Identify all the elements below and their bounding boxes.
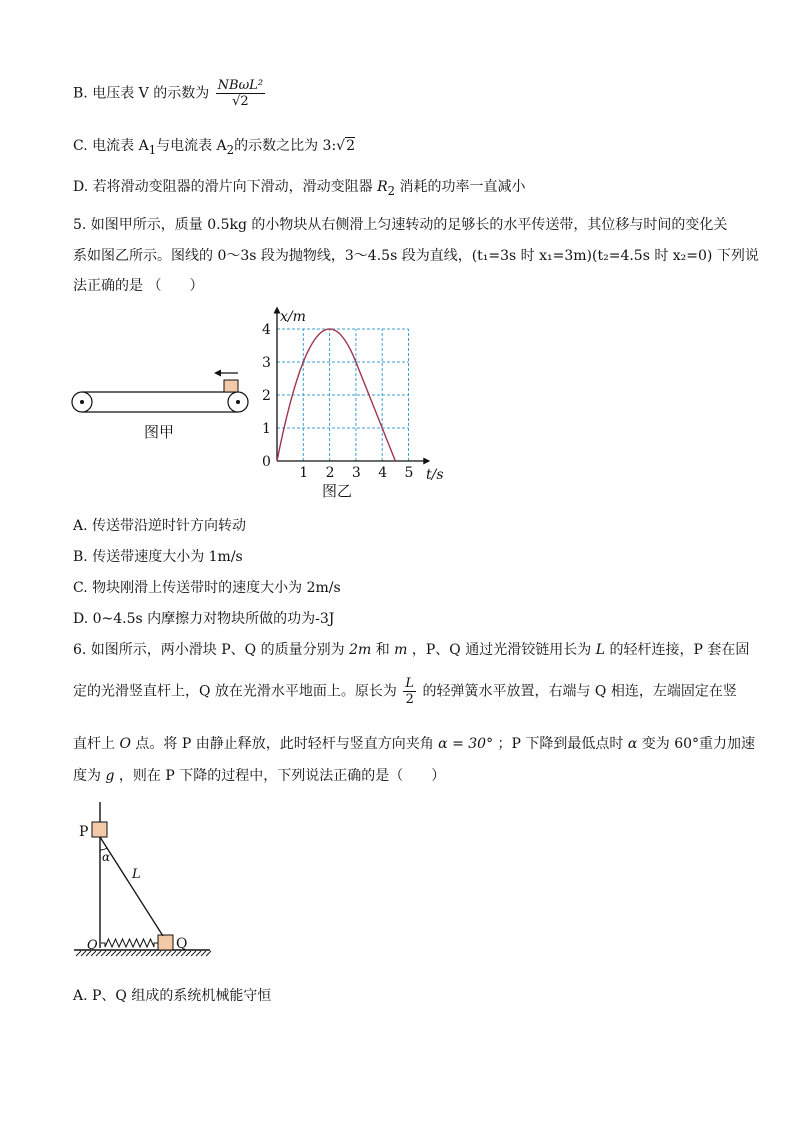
q4-option-c-mid: 与电流表 A [156,138,227,154]
fig-b-label: 图乙 [322,482,353,500]
hatch-line [116,951,121,956]
hatch-line [201,951,206,956]
x-tick-label: 4 [378,465,388,481]
figure-xt-chart [250,305,455,505]
q4-option-b-text: B. 电压表 V 的示数为 [73,85,210,102]
block [224,380,238,392]
hatch-line [101,951,106,956]
hatch-line [161,951,166,956]
q4-option-b-denominator: √2 [232,94,249,109]
hatch-line [146,951,151,956]
q4-option-c-sub1: 1 [148,142,157,157]
q6-alpha: α [627,736,638,752]
block-p [92,822,107,837]
x-tick-label: 0 [262,454,271,470]
q6-text-1: 6. 如图所示，两小滑块 P、Q 的质量分别为 [73,642,345,658]
hatch-line [111,951,116,956]
q6-frac-num: L [405,676,415,691]
hatch-line [126,951,131,956]
y-axis-label: x/m [280,309,306,325]
q5-stem-line2: 系如图乙所示。图线的 0～3s 段为抛物线，3～4.5s 段为直线，(t₁=3s 时 x₁=3m)(t₂=4.5s 时 x₂=0) 下列说 [73,248,759,264]
y-tick-label: 3 [262,355,271,371]
q6-gravity: g [105,768,115,784]
hatch-line [141,951,146,956]
hatch-line [121,951,126,956]
q6-text-4: 定的光滑竖直杆上，Q 放在光滑水平地面上。原长为 [73,683,397,700]
y-tick-label: 4 [262,322,271,338]
q4-option-b [73,78,267,109]
hatch-line [151,951,156,956]
q4-option-b-fraction [216,78,265,109]
q4-option-d-suffix: 消耗的功率一直减小 [399,179,526,195]
q6-option-a: A. P、Q 组成的系统机械能守恒 [73,988,272,1004]
x-axis-label: t/s [426,467,444,483]
y-tick-label: 2 [262,388,271,404]
q4-option-d-text: D. 若将滑动变阻器的滑片向下滑动，滑动变阻器 [73,179,373,195]
q6-mass-p: 2m [349,642,372,658]
figure-conveyor [66,365,256,445]
hatch-line [81,951,86,956]
q4-option-d-var: R [377,179,388,195]
x-axis-arrow-icon [423,458,430,465]
figure-rod-spring [70,800,220,970]
hatch-line [166,951,171,956]
q5-option-a: A. 传送带沿逆时针方向转动 [73,518,247,534]
q6-length: L [595,642,605,658]
q6-fraction [403,676,416,707]
label-o: O [87,938,98,953]
label-l: L [132,867,141,882]
q6-text-2: ，P、Q 通过光滑铰链用长为 [411,642,592,658]
fig-a-label: 图甲 [144,423,175,441]
q6-text-8: ；P 下降到最低点时 [497,736,624,752]
q6-point-o: O [119,736,131,752]
q4-option-d-sub: 2 [387,183,396,198]
q4-option-c: C. 电流表 $A_1$与电流表 $A_2$的示数之比为 3:√2 [73,138,356,157]
q6-text-9: 变为 60°重力加速 [641,736,756,752]
q4-option-c-sub2: 2 [226,142,235,157]
label-q: Q [176,936,188,952]
x-tick-label: 2 [325,465,335,481]
q6-text-3: 的轻杆连接，P 套在固 [609,642,750,658]
q6-mass-q: m [394,642,408,658]
label-p: P [79,824,89,840]
q6-text-11: ，则在 P 下降的过程中，下列说法正确的是（ ） [118,768,446,784]
q6-stem-line2 [73,676,737,707]
q6-stem-line4 [73,765,445,785]
hatch-line [136,951,141,956]
q6-alpha-eq: α = 30° [438,736,494,752]
q5-option-d: D. 0~4.5s 内摩擦力对物块所做的功为-3J [73,611,335,627]
q5-option-c: C. 物块刚滑上传送带时的速度大小为 2m/s [73,580,341,596]
q6-stem-line3 [73,733,755,753]
q5-option-b: B. 传送带速度大小为 1m/s [73,549,243,565]
q4-option-d [73,176,526,198]
x-tick-label: 1 [299,465,309,481]
q4-option-c-text: C. 电流表 A [73,138,149,154]
hatch-line [106,951,111,956]
hatch-line [206,951,211,956]
hatch-line [196,951,201,956]
x-tick-label: 5 [404,465,414,481]
hatch-line [76,951,81,956]
q5-stem-line3: 法正确的是 （ ） [73,278,204,294]
q6-text-10: 度为 [73,768,101,784]
q6-text-7: 点。将 P 由静止释放，此时轻杆与竖直方向夹角 [135,736,434,752]
hatch-line [131,951,136,956]
q6-text-6: 直杆上 [73,736,115,752]
hatch-line [191,951,196,956]
q4-option-c-root: 2 [346,138,356,154]
q5-stem-line1: 5. 如图甲所示，质量 0.5kg 的小物块从右侧滑上匀速转动的足够长的水平传送带，其位移与时间的变化关 [73,217,728,233]
q4-option-c-suffix: 的示数之比为 3: [234,138,337,154]
y-tick-label: 1 [262,421,271,437]
q6-text-and: 和 [375,642,390,658]
q6-frac-den: 2 [405,692,414,707]
q6-stem-line1 [73,639,749,659]
label-alpha: α [102,850,111,864]
block-q [158,935,173,950]
q4-option-b-numerator: NBωL² [217,78,264,93]
x-tick-label: 3 [351,465,361,481]
hatch-line [156,951,161,956]
spring [101,939,158,947]
q6-text-5: 的轻弹簧水平放置，右端与 Q 相连，左端固定在竖 [422,683,737,700]
